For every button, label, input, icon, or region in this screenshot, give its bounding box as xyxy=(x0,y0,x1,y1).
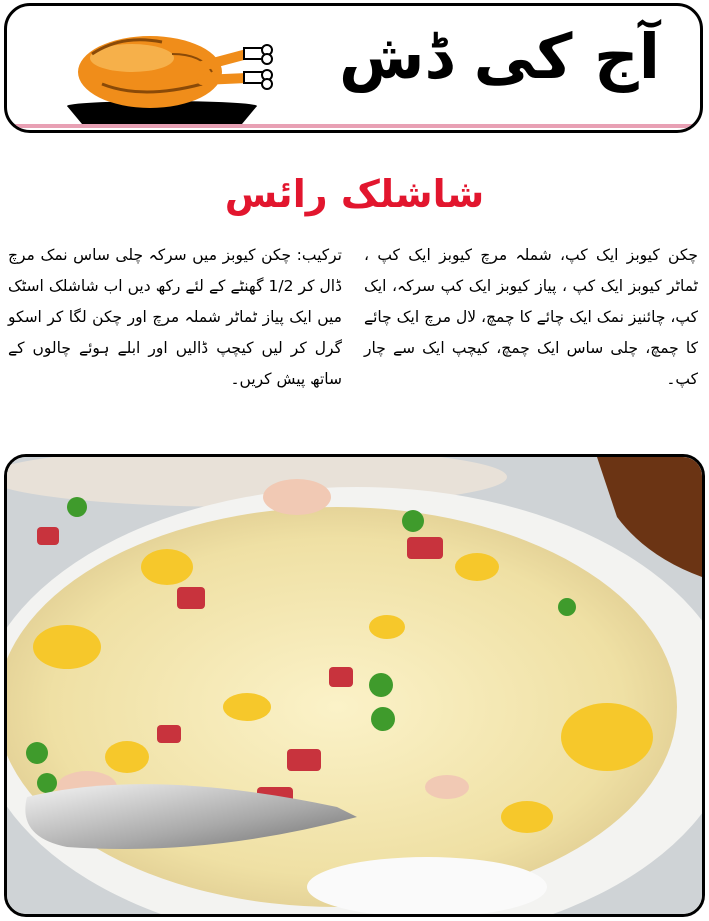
method-paragraph: ترکیب: چکن کیوبز میں سرکہ چلی ساس نمک مرچ ڈال کر 1/2 گھنٹے کے لئے رکھ دیں اب شاشلک اسٹک میں ایک پیاز ٹماٹر شملہ مرچ اور چکن لگا کر اسکو گرل کر لیں کیچپ ڈالیں اور ابلے ہوئے چالوں کے ساتھ پیش کریں۔ xyxy=(8,246,342,388)
page-title: آج کی ڈش xyxy=(338,20,660,93)
roast-chicken-icon xyxy=(62,14,277,129)
dish-title: شاشلک رائس xyxy=(224,172,485,216)
header-banner xyxy=(4,3,703,133)
fried-rice-photo xyxy=(4,454,705,917)
ingredients-paragraph: چکن کیوبز ایک کپ، شملہ مرچ کیوبز ایک کپ ، ٹماٹر کیوبز ایک کپ ، پیاز کیوبز ایک کپ سرکہ، ایک کپ، چائنیز نمک ایک چائے کا چمچ، لال مرچ ایک چائے کا چمچ، چلی ساس ایک چمچ، کیچپ ایک سے چار کپ۔ xyxy=(364,246,698,388)
header-divider xyxy=(7,124,700,128)
